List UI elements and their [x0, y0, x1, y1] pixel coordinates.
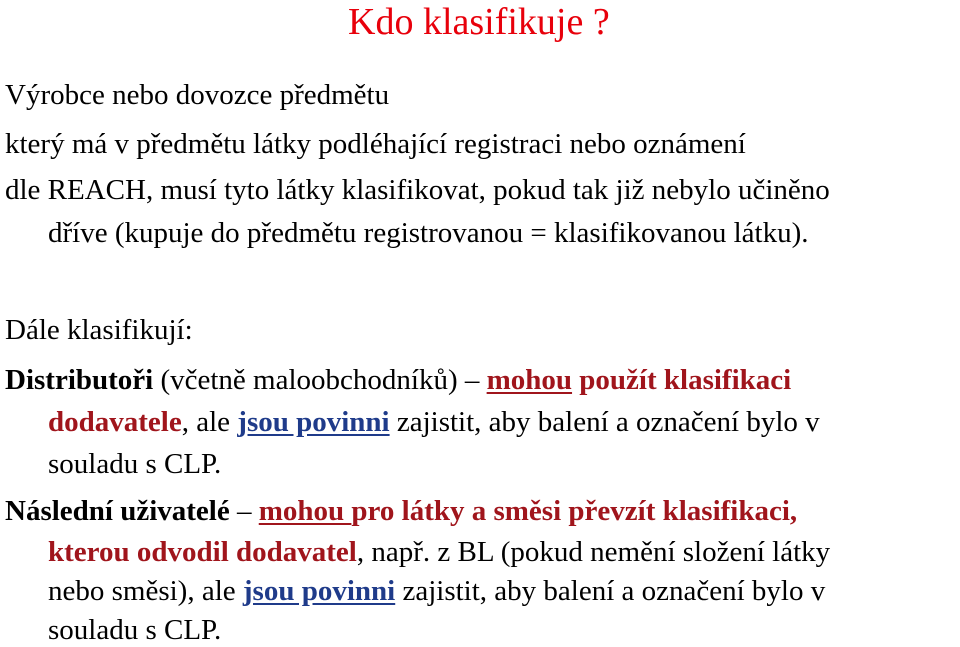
manufacturer-heading: Výrobce nebo dovozce předmětu [5, 79, 390, 111]
downstream-line-4: souladu s CLP. [48, 614, 222, 646]
downstream-take: pro látky a směsi převzít klasifikaci, [351, 495, 798, 527]
downstream-must: jsou povinni [242, 575, 396, 607]
distributors-line-3: souladu s CLP. [48, 448, 222, 480]
slide-title: Kdo klasifikuje ? [348, 1, 610, 43]
manufacturer-text-line-2: dle REACH, musí tyto látky klasifikovat, pokud tak již nebylo učiněno [5, 174, 830, 206]
manufacturer-text-line-1: který má v předmětu látky podléhající registraci nebo oznámení [5, 128, 746, 160]
distributors-must: jsou povinni [237, 406, 390, 438]
downstream-eg: , např. z BL (pokud nemění složení látky [356, 536, 831, 568]
distributors-paren: (včetně maloobchodníků) – [153, 364, 487, 396]
downstream-may: mohou [258, 495, 352, 527]
downstream-derived: kterou odvodil dodavatel [48, 536, 357, 568]
distributors-line-1 [5, 363, 791, 397]
downstream-line-2 [48, 535, 830, 569]
downstream-dash: – [229, 495, 259, 527]
downstream-line-3 [48, 574, 825, 608]
distributors-line-2 [48, 405, 820, 439]
distributors-ensure: zajistit, aby balení a označení bylo v [389, 406, 820, 438]
distributors-use: použít klasifikaci [572, 364, 792, 396]
others-heading: Dále klasifikují: [5, 314, 193, 346]
distributors-supplier: dodavatele [48, 406, 182, 438]
downstream-or-mix: nebo směsi), ale [48, 575, 243, 607]
manufacturer-text-line-3: dříve (kupuje do předmětu registrovanou = klasifikovanou látku). [48, 217, 809, 249]
distributors-may: mohou [486, 364, 573, 396]
downstream-line-1 [5, 494, 797, 528]
distributors-comma-but: , ale [181, 406, 238, 438]
downstream-ensure: zajistit, aby balení a označení bylo v [395, 575, 826, 607]
distributors-label: Distributoři [5, 364, 154, 396]
downstream-label: Následní uživatelé [5, 495, 230, 527]
